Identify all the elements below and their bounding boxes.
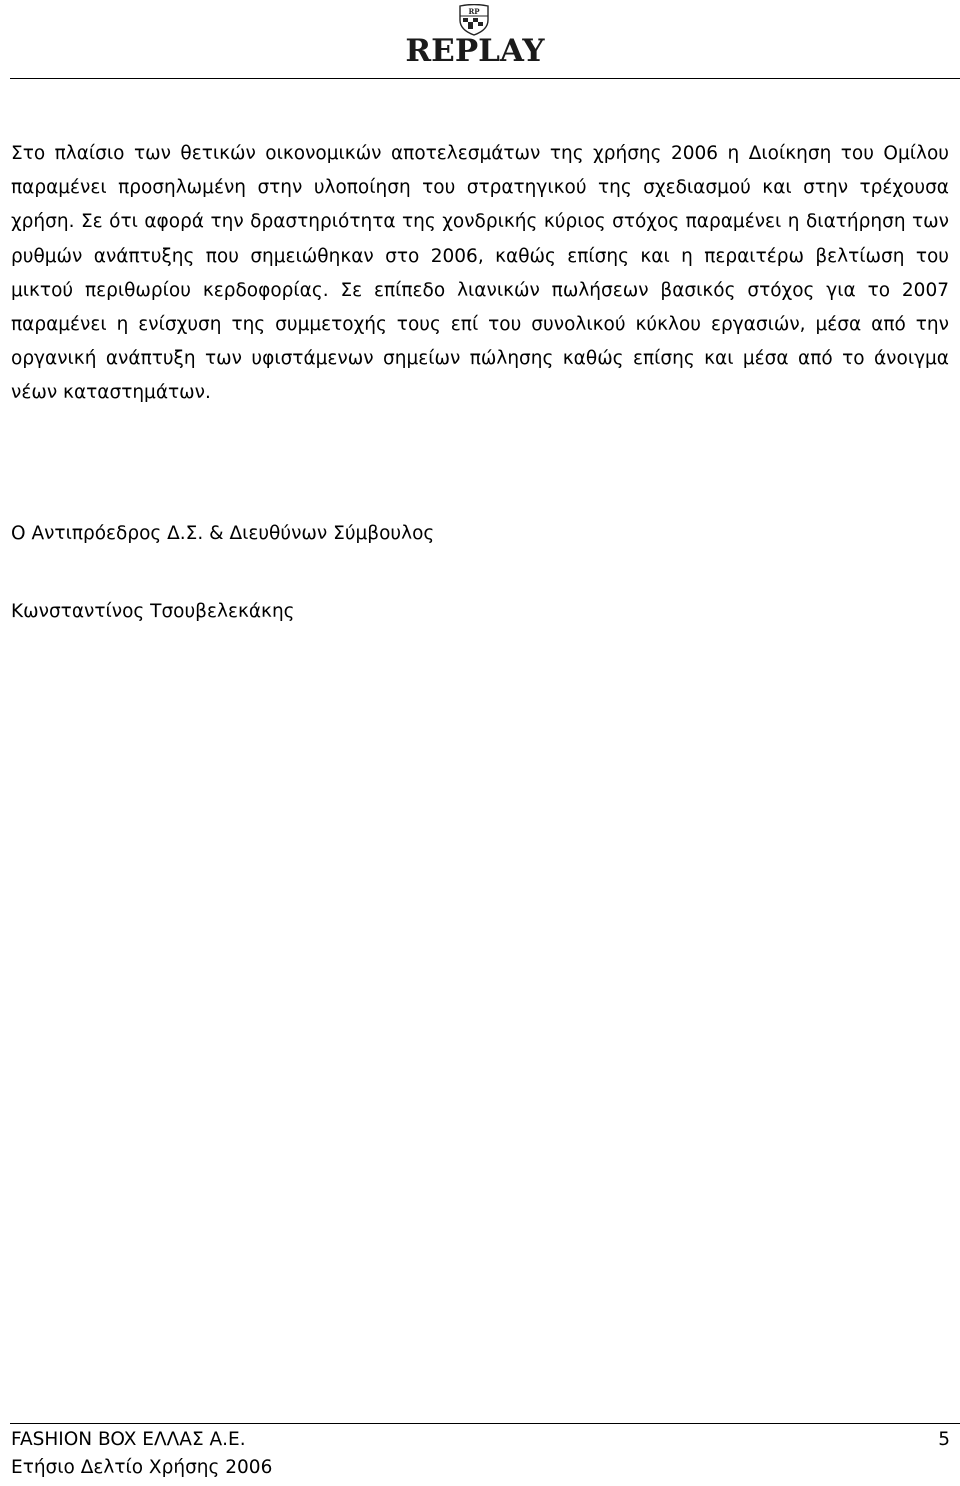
replay-logo	[380, 4, 570, 68]
footer-divider	[10, 1423, 960, 1424]
signature-title: Ο Αντιπρόεδρος Δ.Σ. & Διευθύνων Σύμβουλος	[11, 523, 435, 544]
body-paragraph: Στο πλαίσιο των θετικών οικονομικών αποτελεσμάτων της χρήσης 2006 η Διοίκηση του Ομίλου παραμένει προσηλωμένη στην υλοποίηση του στρατηγικού της σχεδιασμού και στην τρέχουσα χρήση. Σε ότι αφορά την δραστηριότητα της χονδρικής κύριος στόχος παραμένει η διατήρηση των ρυθμών ανάπτυξης που σημειώθηκαν στο 2006, καθώς επίσης και η περαιτέρω βελτίωση του μικτού περιθωρίου κερδοφορίας. Σε επίπεδο λιανικών πωλήσεων βασικός στόχος για το 2007 παραμένει η ενίσχυση της συμμετοχής τους επί του συνολικού κύκλου εργασιών, μέσα από την οργανική ανάπτυξη των υφιστάμενων σημείων πώλησης καθώς επίσης και μέσα από το άνοιγμα νέων καταστημάτων.	[11, 143, 949, 404]
crest-text: RP	[468, 7, 480, 16]
page-number: 5	[938, 1429, 950, 1450]
logo-wordmark: REPLAY	[405, 33, 545, 69]
crest-icon	[454, 4, 494, 36]
footer-report-title: Ετήσιο Δελτίο Χρήσης 2006	[11, 1457, 273, 1478]
signature-name: Κωνσταντίνος Τσουβελεκάκης	[11, 601, 295, 622]
footer-company: FASHION BOX ΕΛΛΑΣ Α.Ε.	[11, 1429, 246, 1450]
header-divider	[10, 78, 960, 79]
